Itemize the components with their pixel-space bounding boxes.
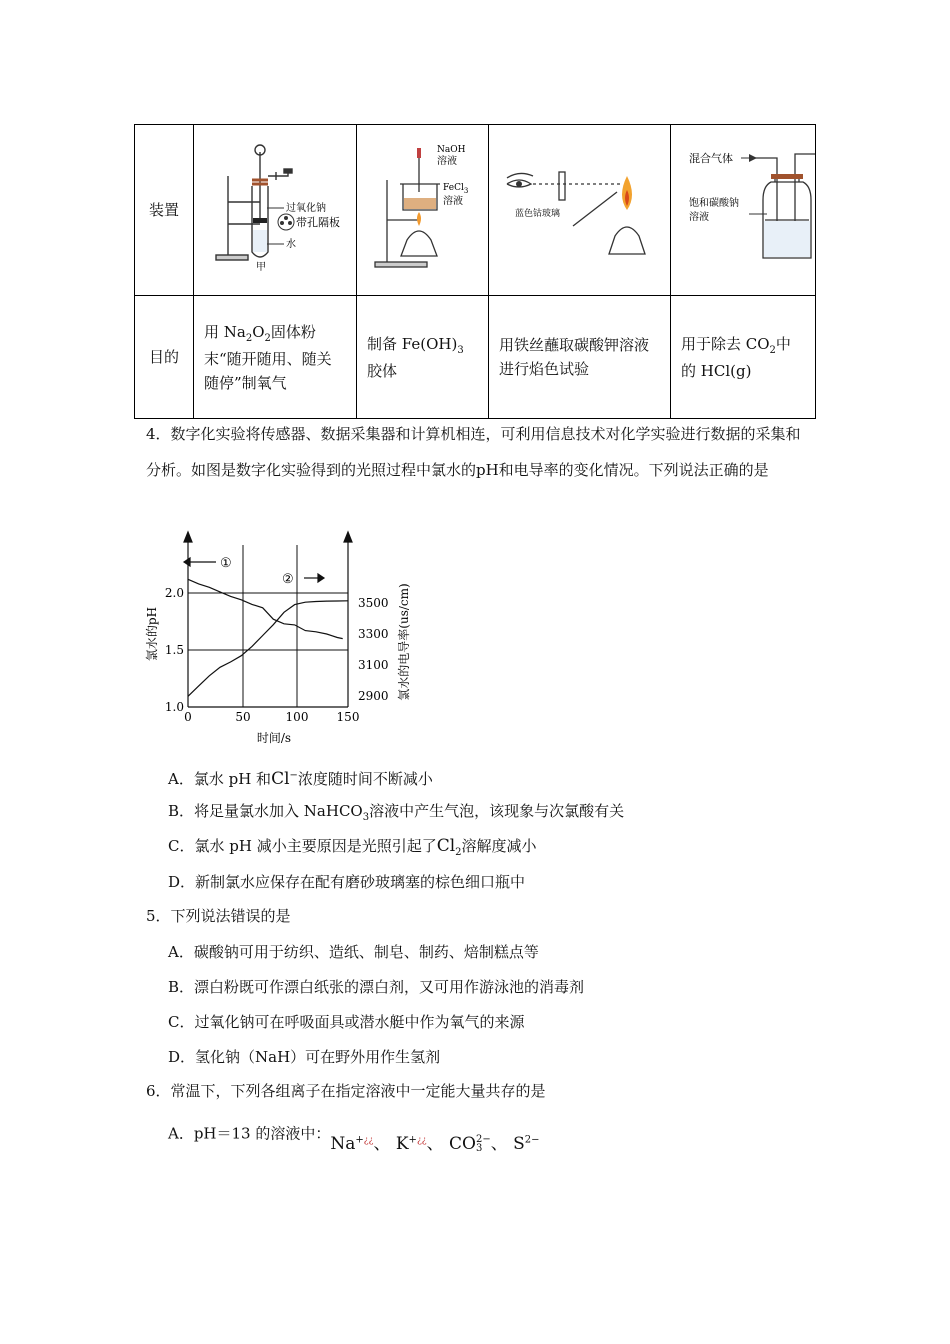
water-label: 水: [286, 239, 296, 250]
kipp-apparatus-figure: [204, 140, 364, 280]
left-axis-label: 氯水的pH: [145, 606, 159, 662]
x-tick: 100: [285, 710, 309, 724]
chlorine-water-chart: [140, 530, 430, 750]
purpose-colloid: 制备 $Fe(OH)_3$ 胶体: [357, 296, 489, 419]
y-right-tick: 2900: [358, 689, 389, 703]
na2co3-solution-label: 溶液: [689, 212, 709, 223]
q5-option-d[interactable]: D．氢化钠（NaH）可在野外用作生氢剂: [168, 1048, 441, 1066]
question-6-stem: 6．常温下，下列各组离子在指定溶液中一定能大量共存的是: [146, 1082, 546, 1100]
naoh-label: NaOH: [437, 145, 466, 155]
purpose-gas-wash: 用于除去 $CO_2$中的 HCl(g): [671, 296, 816, 419]
fecl3-solution-label: 溶液: [443, 196, 463, 207]
purpose-jia: 用 $Na_2O_2$固体粉末“随开随用、随关随停”制氧气: [194, 296, 357, 419]
device-row: [135, 125, 816, 296]
y-left-tick: 1.5: [164, 643, 184, 657]
right-axis-ticks: [358, 596, 389, 703]
ph-series-line: [188, 579, 343, 638]
row-label-purpose: 目的: [135, 296, 194, 419]
right-axis-label: 氯水的电导率(us/cm): [397, 583, 411, 701]
x-tick: 150: [336, 710, 360, 724]
annotation-2: ②: [282, 572, 294, 587]
naoh-solution-label: 溶液: [437, 156, 457, 167]
fecl3-label: FeCl$_3$: [443, 183, 469, 195]
y-right-tick: 3300: [358, 627, 389, 641]
x-tick: 0: [184, 710, 192, 724]
purpose-row: [135, 296, 816, 419]
apparatus-jia: [194, 125, 357, 296]
row-label-device: 装置: [135, 125, 194, 296]
q4-option-b[interactable]: B．将足量氯水加入 NaHCO$_3$溶液中产生气泡，该现象与次氯酸有关: [168, 802, 625, 823]
q5-option-a[interactable]: A．碳酸钠可用于纺织、造纸、制皂、制药、焙制糕点等: [168, 943, 539, 961]
q4-option-d[interactable]: D．新制氯水应保存在配有磨砂玻璃塞的棕色细口瓶中: [168, 873, 526, 891]
x-axis-label: 时间/s: [256, 731, 292, 745]
apparatus-colloid: [357, 125, 489, 296]
y-right-tick: 3100: [358, 658, 389, 672]
q5-option-c[interactable]: C．过氧化钠可在呼吸面具或潜水艇中作为氧气的来源: [168, 1013, 525, 1031]
question-5-stem: 5．下列说法错误的是: [146, 907, 291, 925]
mixed-gas-label: 混合气体: [689, 152, 733, 165]
chart-frame: [184, 532, 352, 707]
gas-wash-bottle-figure: [681, 140, 821, 280]
x-tick: 50: [235, 710, 251, 724]
plate-label: 带孔隔板: [296, 216, 340, 229]
flame-test-figure: [499, 140, 679, 280]
q6-option-a[interactable]: A．pH＝13 的溶液中：Na+¿¿、 K+¿¿、 CO 2− 3 、 $S^{2-}$: [168, 1124, 540, 1155]
annotation-1: ①: [220, 556, 232, 571]
left-axis-ticks: [165, 586, 184, 714]
purpose-flame-test: 用铁丝蘸取碳酸钾溶液进行焰色试验: [489, 296, 671, 419]
apparatus-table: [134, 124, 816, 419]
na2o2-label: 过氧化钠: [286, 203, 326, 214]
x-axis-ticks: [184, 710, 359, 724]
figure-caption-jia: 甲: [256, 262, 266, 273]
apparatus-gas-wash: [671, 125, 816, 296]
q6-ion-list: Na+¿¿、 K+¿¿、 CO 2− 3 、 $S^{2-}$: [330, 1133, 540, 1155]
q5-option-b[interactable]: B．漂白粉既可作漂白纸张的漂白剂，又可用作游泳池的消毒剂: [168, 978, 585, 996]
na2co3-label: 饱和碳酸钠: [689, 198, 739, 209]
y-left-tick: 2.0: [164, 586, 184, 600]
y-left-tick: 1.0: [164, 700, 184, 714]
conductivity-series-line: [188, 601, 348, 697]
y-right-tick: 3500: [358, 596, 389, 610]
q4-option-a[interactable]: A．氯水 pH 和Cl−浓度随时间不断减小: [168, 769, 433, 789]
question-4-stem: 4．数字化实验将传感器、数据采集器和计算机相连，可利用信息技术对化学实验进行数据的采集和分析。如图是数字化实验得到的光照过程中氯水的pH和电导率的变化情况。下列说法正确的是: [146, 425, 801, 479]
colloid-apparatus-figure: [367, 140, 497, 280]
q4-option-c[interactable]: C．氯水 pH 减小主要原因是光照引起了$Cl_2$溶解度减小: [168, 836, 537, 858]
cobalt-glass-label: 蓝色钴玻璃: [515, 209, 561, 219]
apparatus-flame-test: [489, 125, 671, 296]
